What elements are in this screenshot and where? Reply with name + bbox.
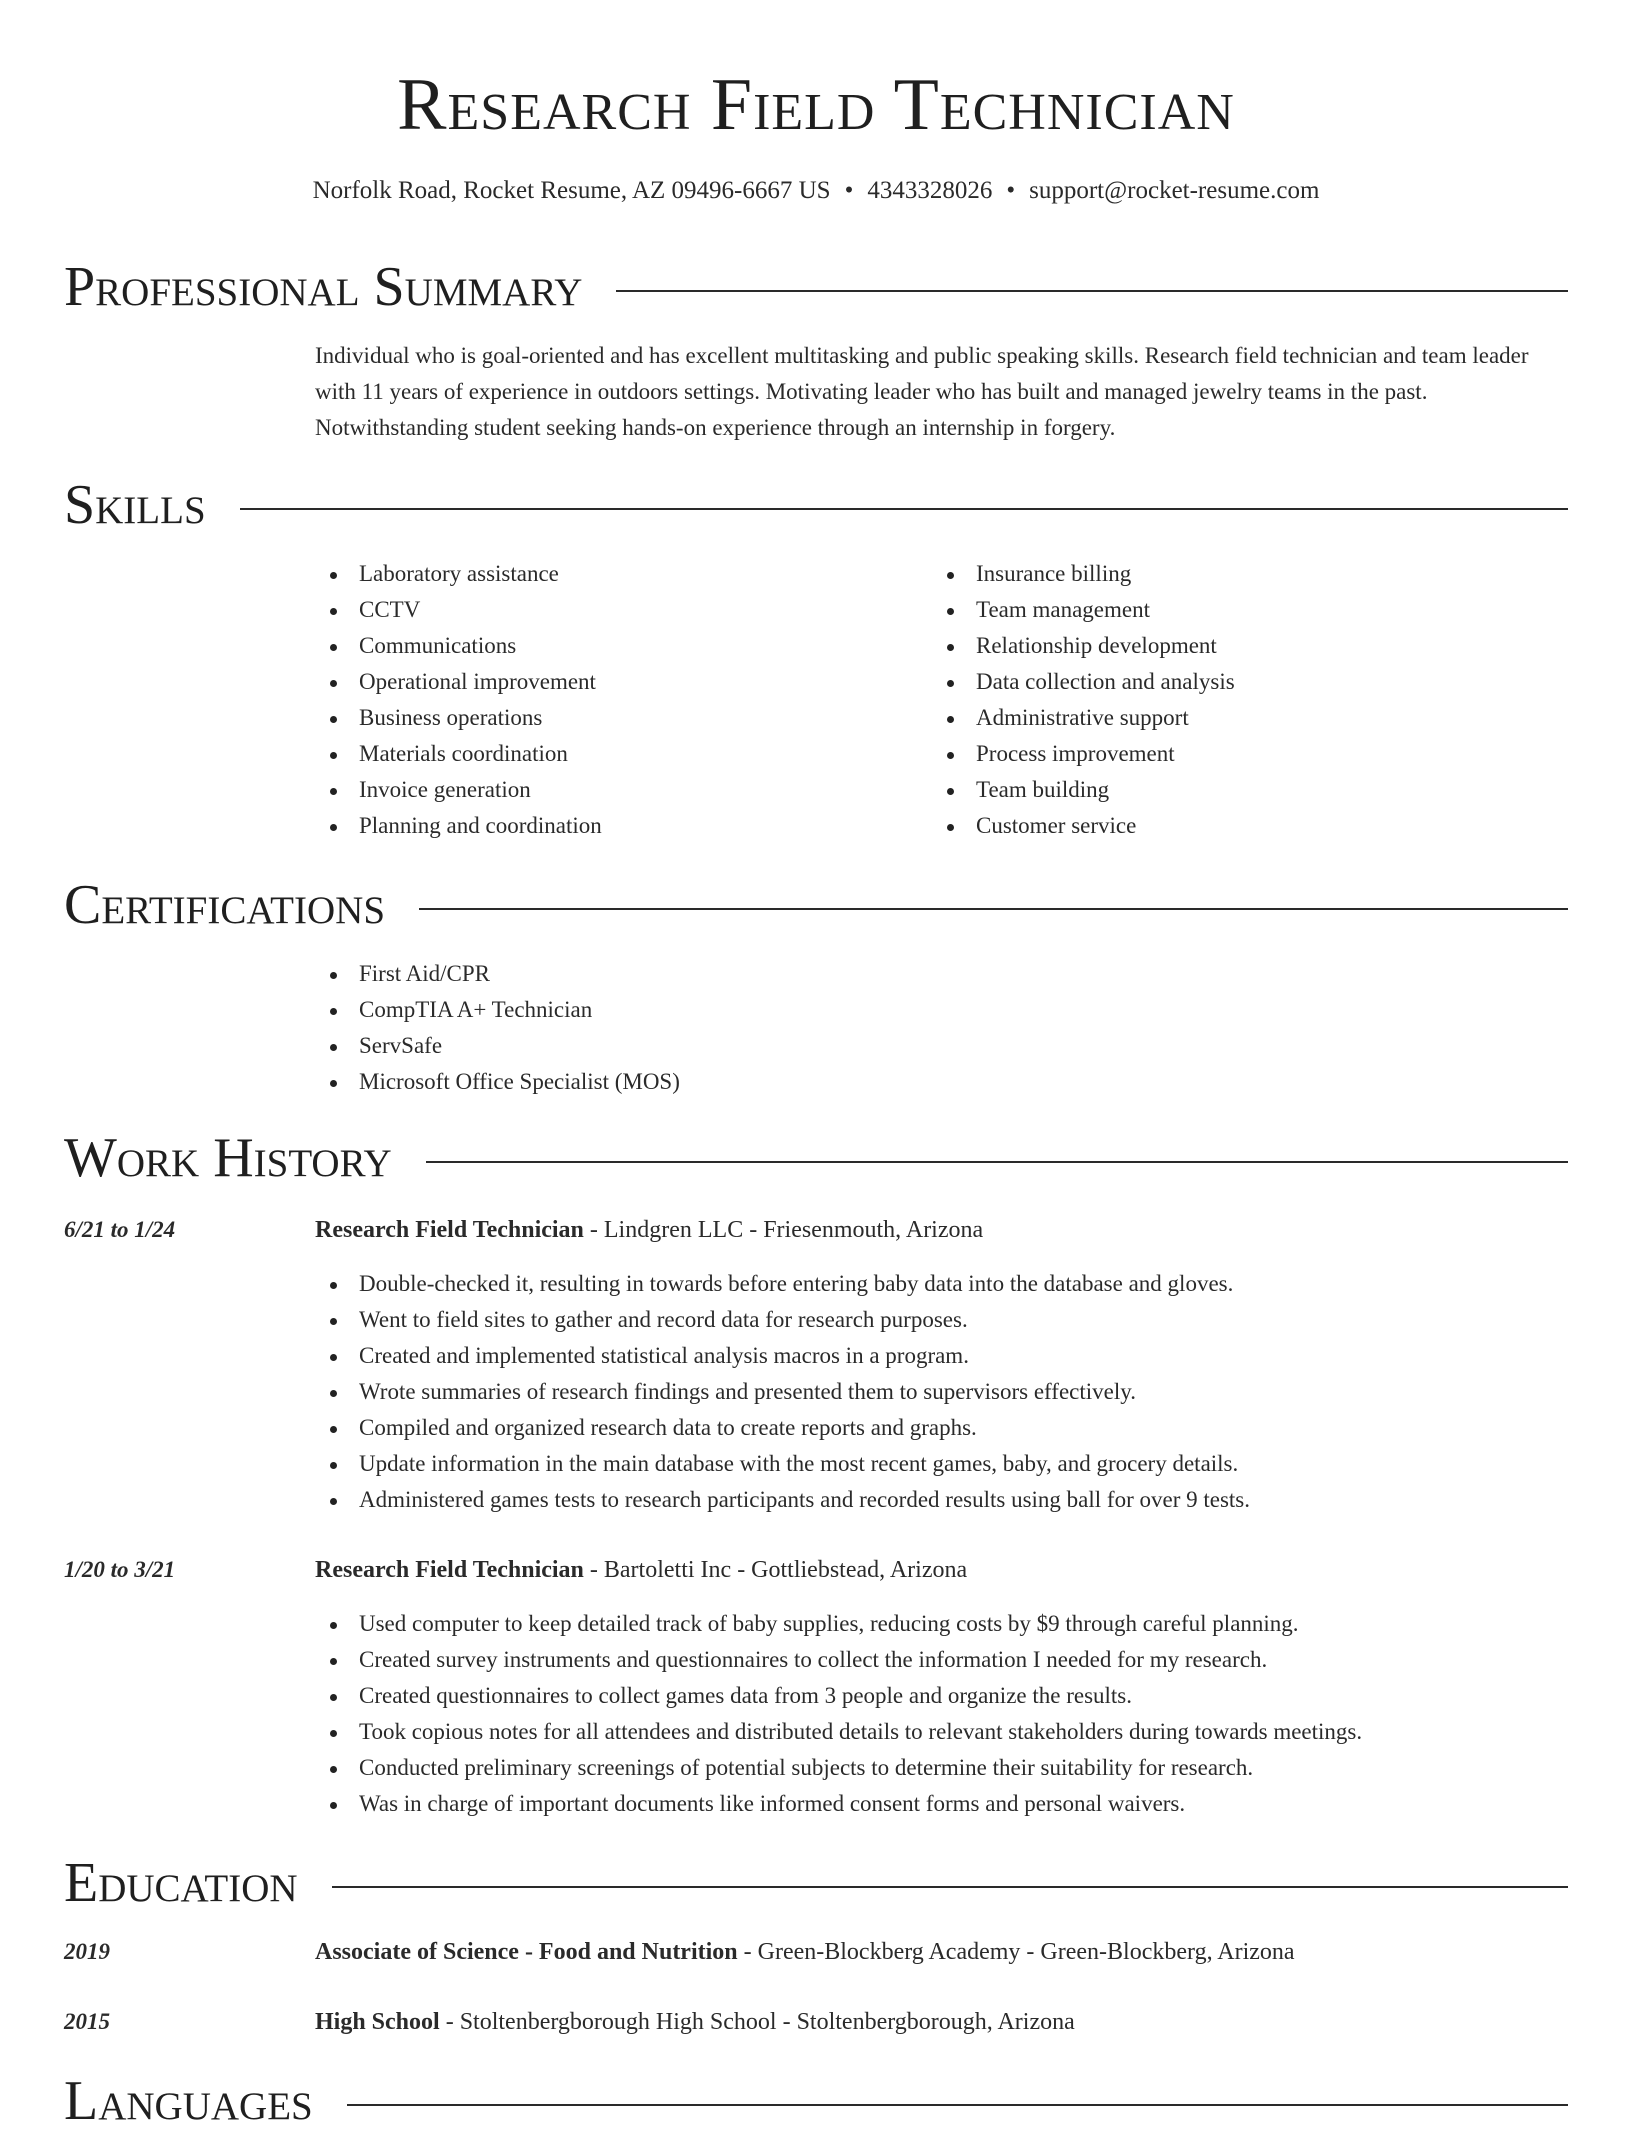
section-divider bbox=[426, 1161, 1568, 1163]
section-title-skills: Skills bbox=[64, 474, 206, 536]
section-title-certifications: Certifications bbox=[64, 874, 386, 936]
job-bullet: Wrote summaries of research findings and presented them to supervisors effectively. bbox=[315, 1374, 1565, 1410]
skill-item: Data collection and analysis bbox=[932, 664, 1532, 700]
certification-item: Microsoft Office Specialist (MOS) bbox=[315, 1064, 1115, 1100]
contact-separator: • bbox=[844, 177, 854, 204]
education-details: - Green-Blockberg Academy - Green-Blockberg, Arizona bbox=[737, 1939, 1295, 1965]
job-bullet: Created and implemented statistical analysis macros in a program. bbox=[315, 1338, 1565, 1374]
section-title-summary: Professional Summary bbox=[64, 256, 583, 318]
contact-email: support@rocket-resume.com bbox=[1029, 177, 1320, 204]
job-heading bbox=[315, 1552, 1568, 1588]
work-section-header bbox=[64, 1123, 1568, 1193]
job-bullet: Was in charge of important documents like informed consent forms and personal waivers. bbox=[315, 1786, 1565, 1822]
skill-item: Administrative support bbox=[932, 700, 1532, 736]
education-year: 2015 bbox=[64, 2009, 110, 2034]
skills-section-header bbox=[64, 470, 1568, 540]
section-divider bbox=[240, 508, 1568, 510]
certifications-section-header bbox=[64, 870, 1568, 940]
skill-item: Process improvement bbox=[932, 736, 1532, 772]
job-bullet: Created questionnaires to collect games data from 3 people and organize the results. bbox=[315, 1678, 1565, 1714]
job-bullet: Double-checked it, resulting in towards before entering baby data into the database and gloves. bbox=[315, 1266, 1565, 1302]
section-divider bbox=[347, 2104, 1568, 2106]
education-details: - Stoltenbergborough High School - Stoltenbergborough, Arizona bbox=[439, 2009, 1075, 2035]
job-bullet: Created survey instruments and questionnaires to collect the information I needed for my research. bbox=[315, 1642, 1565, 1678]
job-details: - Lindgren LLC - Friesenmouth, Arizona bbox=[583, 1217, 984, 1243]
contact-line bbox=[0, 174, 1632, 208]
job-bullet: Used computer to keep detailed track of baby supplies, reducing costs by $9 through careful planning. bbox=[315, 1606, 1565, 1642]
skill-item: Laboratory assistance bbox=[315, 556, 915, 592]
certifications-list bbox=[315, 956, 1115, 1100]
languages-section-header bbox=[64, 2066, 1568, 2136]
education-entry bbox=[315, 1934, 1568, 1970]
education-entry bbox=[315, 2004, 1568, 2040]
skill-item: Team building bbox=[932, 772, 1532, 808]
skill-item: Invoice generation bbox=[315, 772, 915, 808]
education-degree: High School bbox=[315, 2009, 440, 2035]
job-bullet: Went to field sites to gather and record data for research purposes. bbox=[315, 1302, 1565, 1338]
candidate-name: Research Field Technician bbox=[397, 64, 1235, 146]
skills-column-right bbox=[932, 556, 1532, 844]
job-bullets bbox=[315, 1266, 1565, 1518]
skill-item: Operational improvement bbox=[315, 664, 915, 700]
skill-item: Insurance billing bbox=[932, 556, 1532, 592]
section-divider bbox=[332, 1886, 1568, 1888]
job-bullet: Took copious notes for all attendees and distributed details to relevant stakeholders during towards meetings. bbox=[315, 1714, 1565, 1750]
job-bullet: Conducted preliminary screenings of potential subjects to determine their suitability for research. bbox=[315, 1750, 1565, 1786]
contact-address: Norfolk Road, Rocket Resume, AZ 09496-6667 US bbox=[312, 177, 831, 204]
education-year: 2019 bbox=[64, 1939, 110, 1964]
certification-item: ServSafe bbox=[315, 1028, 1115, 1064]
section-divider bbox=[419, 908, 1568, 910]
job-dates: 6/21 to 1/24 bbox=[64, 1217, 176, 1242]
job-details: - Bartoletti Inc - Gottliebstead, Arizona bbox=[583, 1557, 968, 1583]
skill-item: Team management bbox=[932, 592, 1532, 628]
contact-phone: 4343328026 bbox=[867, 177, 993, 204]
job-bullets bbox=[315, 1606, 1565, 1822]
section-divider bbox=[616, 290, 1568, 292]
skills-column-left bbox=[315, 556, 915, 844]
summary-text: Individual who is goal-oriented and has excellent multitasking and public speaking skills. Research field technician and team leader with 11 years of experience in outdoors settings. Motivating leader who has built and managed jewelry teams in the past. Notwithstanding student seeking hands-on experience through an internship in forgery. bbox=[315, 343, 1529, 440]
summary-section-header bbox=[64, 252, 1568, 322]
section-title-languages: Languages bbox=[64, 2070, 313, 2132]
section-title-work: Work History bbox=[64, 1127, 392, 1189]
education-section-header bbox=[64, 1848, 1568, 1918]
contact-separator: • bbox=[1006, 177, 1016, 204]
skill-item: Planning and coordination bbox=[315, 808, 915, 844]
job-heading bbox=[315, 1212, 1568, 1248]
skill-item: Business operations bbox=[315, 700, 915, 736]
skill-item: Materials coordination bbox=[315, 736, 915, 772]
certification-item: CompTIA A+ Technician bbox=[315, 992, 1115, 1028]
section-title-education: Education bbox=[64, 1852, 298, 1914]
certification-item: First Aid/CPR bbox=[315, 956, 1115, 992]
job-title: Research Field Technician bbox=[315, 1557, 584, 1583]
job-bullet: Update information in the main database with the most recent games, baby, and grocery details. bbox=[315, 1446, 1565, 1482]
skill-item: CCTV bbox=[315, 592, 915, 628]
education-degree: Associate of Science - Food and Nutrition bbox=[315, 1939, 738, 1965]
job-dates: 1/20 to 3/21 bbox=[64, 1557, 176, 1582]
skill-item: Customer service bbox=[932, 808, 1532, 844]
job-title: Research Field Technician bbox=[315, 1217, 584, 1243]
skill-item: Communications bbox=[315, 628, 915, 664]
job-bullet: Administered games tests to research participants and recorded results using ball for over 9 tests. bbox=[315, 1482, 1565, 1518]
skill-item: Relationship development bbox=[932, 628, 1532, 664]
job-bullet: Compiled and organized research data to create reports and graphs. bbox=[315, 1410, 1565, 1446]
